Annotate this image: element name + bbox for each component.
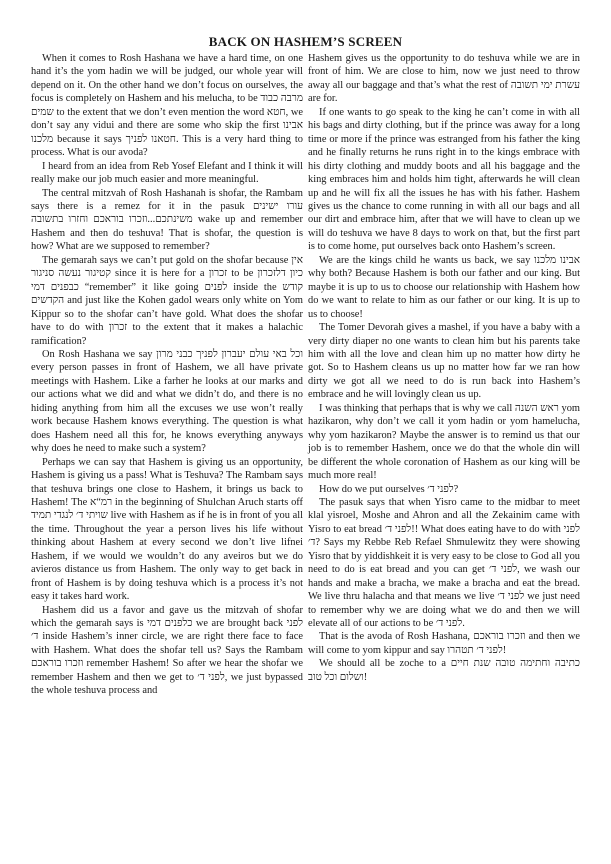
right-column: [308, 52, 580, 698]
paragraph: We should all be zoche to a כתיבה וחתימה טובה שנת חיים ושלום וכל טוב!: [308, 658, 580, 683]
paragraph: On Rosh Hashana we say וכל באי עולם יעברון לפניך כבני מרון every person passes in front of Hashem, we all have private meetings with Hashem. Like a farher he looks at our marks and our actions what we did and what we didn’t do, and there is no hiding anything from him all the excuses we use won’t really work because Hashem knows everything. The question is what does Hashem need all this for, he knows everything anyways why does he need to make such a system?: [31, 348, 303, 455]
paragraph: Hashem gives us the opportunity to do teshuva while we are in front of him. We are close to him, now we just need to throw away all our baggage and that’s what the rest of עשרת ימי תשובה are for.: [308, 53, 580, 105]
paragraph: I was thinking that perhaps that is why we call ראש השנה yom hazikaron, why don’t we call it yom hadin or yom hamelucha, why yom hazikaron? Maybe the answer is to remind us that our job is to remember Hashem, once we do that the whole din will be different the whole coronation of Hashem as our king will be much more real!: [308, 402, 581, 482]
paragraph: When it comes to Rosh Hashana we have a hard time, on one hand it’s the yom hadin we will be judged, our whole year will depend on it. On the other hand we don’t focus on ourselves, the focus is completely on Hashem and his melucha, to be מרבה כבוד שמים to the extent that we don’t even mention the word חטא, we don’t say any vidui and there are some who skip the first אבינו מלכנו because it says חטאנו לפניך. This is a very hard thing to process. What is our avoda?: [31, 53, 304, 159]
paragraph: I heard from an idea from Reb Yosef Elefant and I think it will really make our job much easier and more meaningful.: [31, 160, 303, 186]
article-title: BACK ON HASHEM’S SCREEN: [208, 34, 403, 49]
article-columns: [31, 52, 580, 698]
paragraph: Perhaps we can say that Hashem is giving us an opportunity, Hashem is giving us a pass! What is Teshuva? The Rambam says that teshuva brings one close to Hashem, it brings us back to Hashem! The רמ“א in the beginning of Shulchan Aruch starts off שויתי ד׳ לנגדי תמיד live with Hashem as if he is in front of you all the time. Throughout the year a person lives his life without thinking about Hashem at every second we don’t live lifnei Hashem, if we would we wouldn’t do any aveiros but we do avieros distance us from Hashem. The only way to get back in front of Hashem is by doing teshuva which is a process it’s not easy it takes hard work.: [31, 456, 304, 603]
paragraph: The Tomer Devorah gives a mashel, if you have a baby with a very dirty diaper no one wants to clean him but his parents take him with all the love and clean him up no matter how dirty he got. So to Hashem cleans us up no matter how far we ran how dirty we got all we need to do is run back into Hashem’s embrace and he will lovingly clean us up.: [308, 322, 580, 401]
paragraph: How do we put ourselves לפני ד׳?: [319, 483, 459, 495]
paragraph: That is the avoda of Rosh Hashana, וזכרו בוראכם and then we will come to yom kippur and say לפני ד׳ תטהרו!: [308, 631, 580, 656]
left-column: [31, 52, 303, 698]
paragraph: Hashem did us a favor and gave us the mitzvah of shofar which the gemarah says is כלפנים דמי we are brought back לפני ד׳ inside Hashem’s inner circle, we are right there face to face with Hashem. What does the shofar tell us? Says the Rambam וזכרו בוראכם remember Hashem! So after we hear the shofar we remember Hashem and then we get to לפני ד׳, we just bypassed the whole teshuva process and: [31, 604, 304, 697]
paragraph: We are the kings child he wants us back, we say אבינו מלכנו why both? Because Hashem is both our father and our king. But maybe it is up to us to choose our relationship with Hashem how do we want to relate to him as our father or our king. It is up to us to choose!: [308, 254, 580, 320]
paragraph: If one wants to go speak to the king he can’t come in with all his bags and dirty clothing, but if the prince was away for a long time or more if the prince was estranged from his father the king and he finally returns he runs right in to the kings embrace with his dirty clothing and muddy boots and all his baggage and the king embraces him and holds him tight, afterwards he will clean up and he will fix all the issues he has with his father. Hashem gives us the chance to come running in with all our bags and all our dirt and embrace him, after that we will have to clean up we will do teshuva we have 8 days to work on that, but the first part is to come home, put ourselves back onto Hashem’s screen.: [308, 106, 580, 253]
paragraph: The gemarah says we can’t put gold on the shofar because אין קטיגור נעשה סניגור since it is here for a זכרון to be כיון דלזכרון כבפנים דמי “remember” it like going לפנים inside the קודש הקדשים and just like the Kohen gadol wears only white on Yom Kippur so to the shofar can’t have gold. What does the shofar have to do with זכרון to the extent that it makes a halachic ramification?: [31, 254, 304, 347]
paragraph: The central mitzvah of Rosh Hashanah is shofar, the Rambam says there is a remez for it in the pasuk עורו ישינים משינתכם...וזכרו בוראכם וחזרו בתשובה wake up and remember Hashem and then do teshuva! That is shofar, the question is how? What are we supposed to remember?: [31, 187, 303, 253]
paragraph: The pasuk says that when Yisro came to the midbar to meet klal yisroel, Moshe and Ahron and all the Zekainim came with Yisro to eat bread לפני ד׳!! What does eating have to do with לפני ד׳? Says my Rebbe Reb Refael Shmulewitz they were showing Yisro that by yiddishkeit it is very easy to be close to God all you need to do is eat bread and you can get לפני ד׳, we wash our hands and make a bracha, we make a bracha and eat the bread. We live thru halacha and that means we live לפני ד׳ we just need to remember why we are doing what we do and then we will elevate all of our actions to be לפני ד׳.: [308, 496, 580, 630]
